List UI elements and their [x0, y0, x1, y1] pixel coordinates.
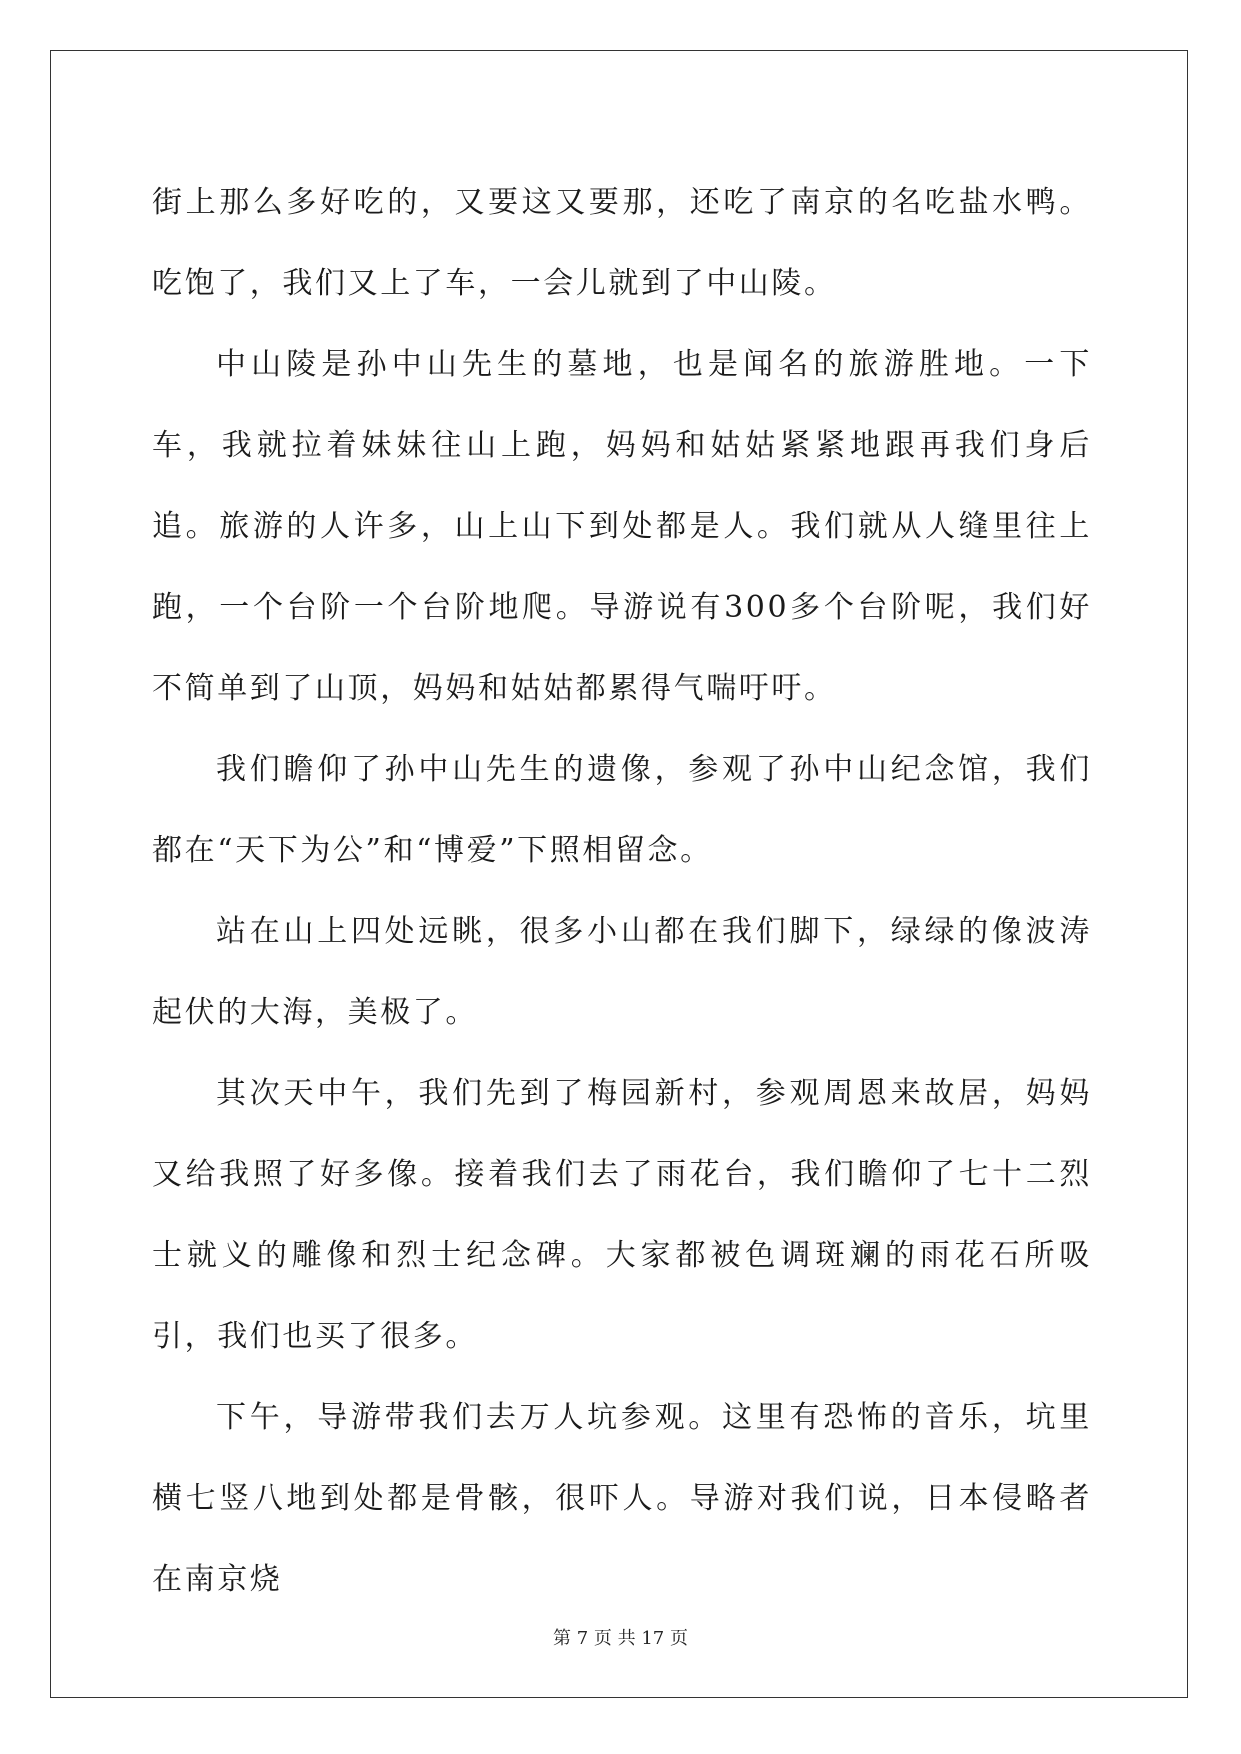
paragraph: 站在山上四处远眺，很多小山都在我们脚下，绿绿的像波涛起伏的大海，美极了。 — [152, 914, 1092, 1030]
paragraph: 中山陵是孙中山先生的墓地，也是闻名的旅游胜地。一下车，我就拉着妹妹往山上跑，妈妈和姑姑紧紧地跟再我们身后追。旅游的人许多，山上山下到处都是人。我们就从人缝里往上跑，一个台阶一个台阶地爬。导游说有300多个台阶呢，我们好不简单到了山顶，妈妈和姑姑都累得气喘吁吁。 — [152, 347, 1092, 706]
paragraph: 下午，导游带我们去万人坑参观。这里有恐怖的音乐，坑里横七竖八地到处都是骨骸，很吓人。导游对我们说，日本侵略者在南京烧 — [152, 1400, 1092, 1597]
paragraph: 我们瞻仰了孙中山先生的遗像，参观了孙中山纪念馆，我们都在“天下为公”和“博爱”下照相留念。 — [152, 752, 1092, 868]
document-body — [152, 162, 1092, 1620]
paragraph: 其次天中午，我们先到了梅园新村，参观周恩来故居，妈妈又给我照了好多像。接着我们去了雨花台，我们瞻仰了七十二烈士就义的雕像和烈士纪念碑。大家都被色调斑斓的雨花石所吸引，我们也买了很多。 — [152, 1076, 1092, 1354]
paragraph: 街上那么多好吃的，又要这又要那，还吃了南京的名吃盐水鸭。吃饱了，我们又上了车，一会儿就到了中山陵。 — [152, 185, 1092, 301]
page-footer: 第 7 页 共 17 页 — [553, 1628, 688, 1649]
